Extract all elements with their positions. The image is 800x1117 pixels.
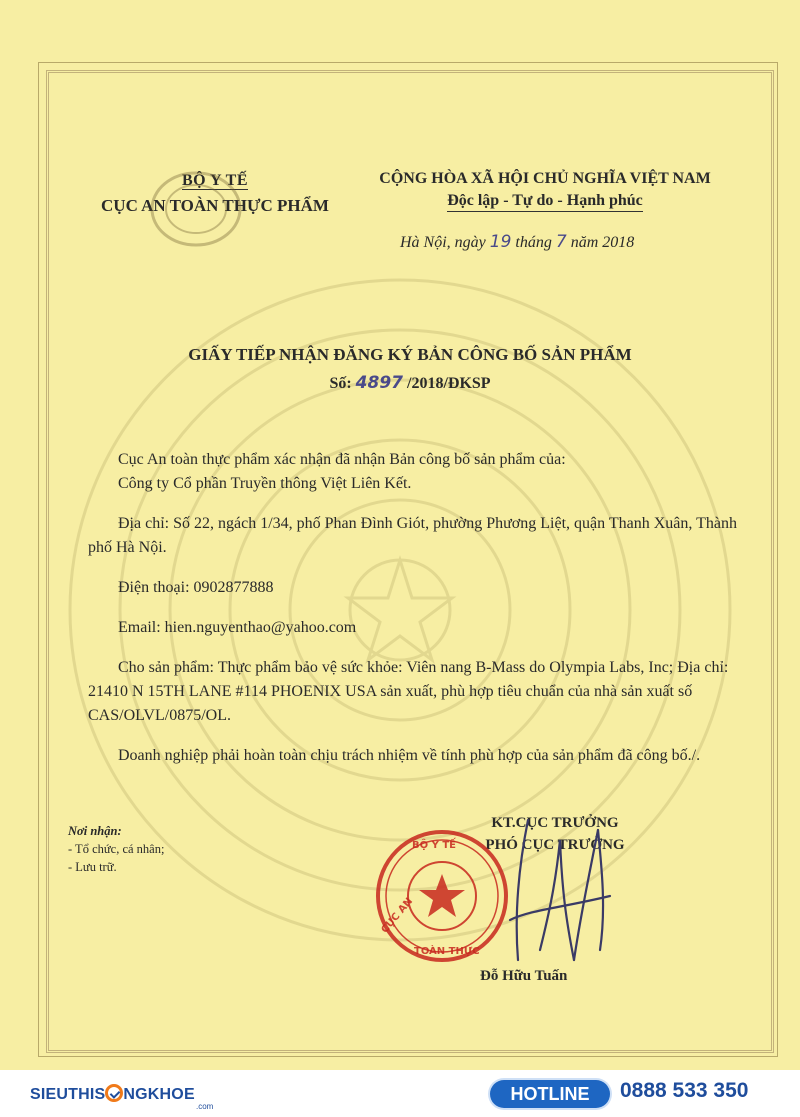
national-motto: Độc lập - Tự do - Hạnh phúc — [447, 192, 643, 212]
signature-line-1: KT.CỤC TRƯỞNG — [491, 815, 619, 831]
hotline-number[interactable]: 0888 533 350 — [620, 1079, 749, 1102]
number-suffix: /2018/ĐKSP — [407, 375, 491, 392]
date-year: năm 2018 — [570, 234, 635, 251]
body-intro: Cục An toàn thực phẩm xác nhận đã nhận Bản công bố sản phẩm của: — [118, 451, 566, 468]
body-company: Công ty Cổ phần Truyền thông Việt Liên Kết. — [118, 475, 412, 492]
body-address: Địa chỉ: Số 22, ngách 1/34, phố Phan Đình Giót, phường Phương Liệt, quận Thanh Xuân, Thành phố Hà Nội. — [88, 515, 737, 556]
brand-text-post: NGKHOE — [123, 1086, 195, 1103]
national-header — [355, 170, 735, 212]
issue-date — [400, 232, 634, 252]
number-label: Số: — [329, 375, 352, 392]
handwritten-signature — [470, 800, 630, 985]
document-body — [88, 448, 748, 768]
document-title: GIẤY TIẾP NHẬN ĐĂNG KÝ BẢN CÔNG BỐ SẢN PHẨM — [188, 345, 632, 364]
recipient-item: - Lưu trữ. — [68, 860, 117, 874]
ministry-name: BỘ Y TẾ — [181, 172, 249, 189]
brand-text-pre: SIEUTHIS — [30, 1086, 106, 1103]
svg-text:CỤC AN: CỤC AN — [379, 896, 416, 936]
footer-banner — [0, 1070, 800, 1117]
body-responsibility: Doanh nghiệp phải hoàn toàn chịu trách nhiệm về tính phù hợp của sản phẩm đã công bố./. — [118, 747, 701, 764]
svg-text:BỘ Y TẾ: BỘ Y TẾ — [412, 840, 456, 851]
recipients-label: Nơi nhận: — [68, 824, 122, 838]
date-day: 19 — [489, 232, 512, 252]
date-month: 7 — [555, 232, 567, 252]
recipient-item: - Tổ chức, cá nhân; — [68, 842, 165, 856]
body-email: Email: hien.nguyenthao@yahoo.com — [118, 619, 357, 636]
date-month-label: tháng — [515, 234, 552, 251]
body-product: Cho sản phẩm: Thực phẩm bảo vệ sức khỏe: Viên nang B-Mass do Olympia Labs, Inc; Địa chỉ: 21410 N 15TH LANE #114 PHOENIX USA sản xuất, phù hợp tiêu chuẩn của nhà sản xuất số CAS/OLVL/0875/OL. — [88, 659, 729, 724]
brand-domain: .com — [196, 1102, 214, 1111]
signer-name: Đỗ Hữu Tuấn — [480, 968, 568, 984]
nation-name: CỘNG HÒA XÃ HỘI CHỦ NGHĨA VIỆT NAM — [379, 170, 711, 187]
agency-name: CỤC AN TOÀN THỰC PHẨM — [101, 196, 329, 215]
document-number — [80, 373, 740, 393]
body-phone: Điện thoại: 0902877888 — [118, 579, 274, 596]
faded-seal-icon — [150, 170, 242, 248]
hotline-button[interactable]: HOTLINE — [490, 1080, 610, 1108]
signature-line-2: PHÓ CỤC TRƯỞNG — [485, 837, 625, 853]
brand-logo[interactable] — [30, 1084, 195, 1104]
number-handwritten: 4897 — [355, 373, 403, 393]
svg-text:TOÀN THỰC: TOÀN THỰC — [414, 946, 480, 957]
brand-check-icon — [105, 1084, 123, 1102]
date-prefix: Hà Nội, ngày — [400, 234, 486, 251]
recipients — [68, 822, 164, 876]
